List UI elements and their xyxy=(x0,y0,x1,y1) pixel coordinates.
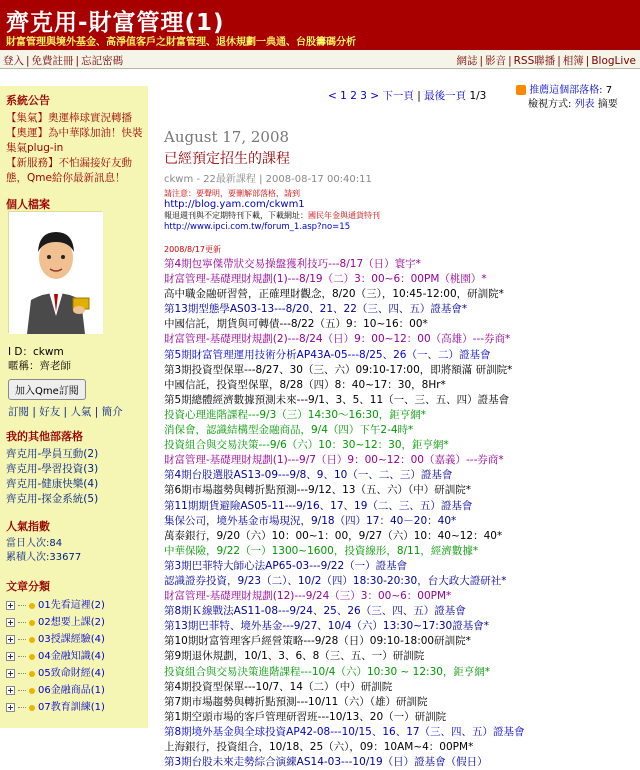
category-item[interactable] xyxy=(6,631,146,648)
album-link[interactable]: 相簿 xyxy=(562,55,584,67)
category-item[interactable] xyxy=(6,614,146,631)
notice-line xyxy=(164,189,634,199)
course-item[interactable]: 第10期財富管理客戶經營策略---9/28（日）09:10-18:00研訓院* xyxy=(164,635,471,648)
course-list xyxy=(164,257,634,770)
recommend-count: 7 xyxy=(605,85,613,96)
course-item[interactable]: 萬泰銀行，9/20（六）10：00~1：00，9/27（六）10：40~12：40* xyxy=(164,529,503,542)
stats-section xyxy=(6,518,146,565)
course-item[interactable]: 認識證券投資，9/23（二）、10/2（四）18:30-20:30，台大政大證研社* xyxy=(164,574,507,587)
blog-title[interactable]: 齊克用-財富管理(1) xyxy=(6,10,225,36)
other-blogs-section xyxy=(6,428,146,507)
course-item[interactable]: 高中職金融研習營，正確理財觀念，8/20（三），10:45-12:00，研訓院* xyxy=(164,288,504,301)
course-item[interactable]: 中華保險，9/22（一）1300~1600，投資線形，8/11，經濟數據* xyxy=(164,544,479,557)
view-summary-label[interactable]: 摘要 xyxy=(597,99,618,110)
profile-meta xyxy=(8,345,148,420)
post-date: August 17, 2008 xyxy=(164,128,290,146)
download-link[interactable]: 國民年金與通貨特刊 xyxy=(308,211,380,220)
view-list-link[interactable]: 列表 xyxy=(574,99,595,110)
expand-icon[interactable] xyxy=(6,669,15,678)
service-links: 網誌 | 影音 | RSS聯播 | 相簿 | BlogLive xyxy=(456,55,636,67)
course-item[interactable]: 上海銀行，投資組合，10/18、25（六），09：10AM~4：00PM* xyxy=(164,741,474,753)
expand-icon[interactable] xyxy=(6,635,15,644)
category-link[interactable]: 06金融商品(1) xyxy=(38,685,105,696)
post-body xyxy=(164,189,634,770)
other-blog-link[interactable]: 齊克用-學習投資(3) xyxy=(6,463,99,475)
notice-text: 請注意：要聲明，要刪解部落格，請到 xyxy=(164,189,300,198)
course-item[interactable]: 第6期市場趨勢與轉折點預測---9/12、13（五、六）（中）研訓院* xyxy=(164,484,471,497)
folder-icon xyxy=(29,603,35,609)
top-navbar xyxy=(0,50,640,69)
view-mode-label: 檢視方式: xyxy=(528,99,572,110)
subscribe-link[interactable]: 訂閱 xyxy=(8,406,29,418)
course-item[interactable]: 投資組合與交易決策---9/6（六）10：30~12：30，鉅亨網* xyxy=(164,439,449,452)
avatar-illustration xyxy=(9,212,103,334)
login-link[interactable]: 登入 xyxy=(3,55,24,67)
course-item[interactable]: 中國信託，期貨與可轉債---8/22（五）9：10~16：00* xyxy=(164,318,428,331)
notice-text: 報退週刊與不定期特刊下載，下載網址： xyxy=(164,211,308,220)
nick-label: 暱稱： xyxy=(8,360,40,372)
rss-link[interactable]: RSS聯播 xyxy=(513,55,556,67)
blog-url-link[interactable]: http://blog.yam.com/ckwm1 xyxy=(164,199,305,210)
qme-subscribe-button[interactable]: 加入Qme訂閱 xyxy=(8,379,86,400)
blog-header xyxy=(0,0,640,50)
course-item[interactable]: 第8期境外基金與全球投資AP42-08---10/15、16、17（三、四、五）證基會 xyxy=(164,725,525,738)
popularity-link[interactable]: 人氣 xyxy=(70,406,92,418)
expand-icon[interactable] xyxy=(6,618,15,627)
other-blog-link[interactable]: 齊克用-學員互動(2) xyxy=(6,448,99,460)
category-item[interactable] xyxy=(6,665,146,682)
last-page-link[interactable]: 最後一頁 xyxy=(424,90,467,102)
forum-url-link[interactable]: http://www.ipci.com.tw/forum_1.asp?no=15 xyxy=(164,222,351,232)
course-item[interactable]: 第5期總體經濟數據預測未來---9/1、3、5、11（一、三、五、四）證基會 xyxy=(164,393,510,406)
view-mode-line xyxy=(516,98,640,112)
course-item[interactable]: 第7期市場趨勢與轉折點預測---10/11（六）（雄）研訓院 xyxy=(164,695,428,708)
post-title[interactable]: 已經預定招生的課程 xyxy=(164,151,290,167)
friends-link[interactable]: 好友 xyxy=(39,406,61,418)
main-content xyxy=(148,70,640,769)
announcement-item[interactable]: 【集氣】奧運棒球實況轉播 xyxy=(6,112,132,124)
post-byline: ckwm - 22最新課程 | 2008-08-17 00:40:11 xyxy=(164,174,372,185)
blog-tools xyxy=(516,84,640,112)
other-blog-link[interactable]: 齊克用-探金系統(5) xyxy=(6,493,99,505)
course-item[interactable]: 中國信託，投資型保單，8/28（四）8：40~17：30，8Hr* xyxy=(164,378,446,391)
category-link[interactable]: 04金融知識(4) xyxy=(38,651,105,662)
daily-visits: 當日人次:84 xyxy=(6,538,63,549)
page-position: 1/3 xyxy=(469,90,487,102)
folder-icon xyxy=(29,637,35,643)
course-item[interactable]: 第13期巴菲特、境外基金---9/27、10/4（六）13:30~17:30證基會* xyxy=(164,620,489,633)
category-link[interactable]: 02想要上課(2) xyxy=(38,617,105,628)
folder-icon xyxy=(29,688,35,694)
profile-heading: 個人檔案 xyxy=(6,198,50,211)
next-page-link[interactable]: 下一頁 xyxy=(382,90,414,102)
course-item[interactable]: 第11期期貨避險AS05-11---9/16、17、19（二、三、五）證基會 xyxy=(164,499,473,512)
course-item[interactable]: 第4期包寧傑帶狀交易操盤獲利技巧---8/17（日）寰宇* xyxy=(164,258,421,270)
page-3-link[interactable]: 3 xyxy=(360,90,367,102)
category-link[interactable]: 01先看這裡(2) xyxy=(38,600,105,611)
course-item[interactable]: 財富管理-基礎理財規劃(1)---9/7（日）9：00~12：00（嘉義）---券商* xyxy=(164,454,504,467)
course-item[interactable]: 第4期投資型保單---10/7、14（二）（中）研訓院 xyxy=(164,680,393,693)
expand-icon[interactable] xyxy=(6,601,15,610)
course-item[interactable]: 第3期巴菲特大師心法AP65-03---9/22（一）證基會 xyxy=(164,559,408,572)
id-label: I D： xyxy=(8,346,34,358)
course-item[interactable]: 第5期財富管理運用技術分析AP43A-05---8/25、26（一、二）證基會 xyxy=(164,348,491,361)
announcement-heading: 系統公告 xyxy=(6,94,50,107)
folder-icon xyxy=(29,654,35,660)
expand-icon[interactable] xyxy=(6,703,15,712)
id-value: ckwm xyxy=(33,346,64,358)
category-link[interactable]: 05致命財經(4) xyxy=(38,668,105,679)
course-item[interactable]: 財富管理-基礎理財規劃(1)---8/19（二）3：00~6：00PM（桃園）* xyxy=(164,273,487,286)
folder-icon xyxy=(29,705,35,711)
nick-value: 齊老師 xyxy=(39,360,71,372)
course-item[interactable]: 投資組合與交易決策進階課程---10/4（六）10:30 ~ 12:30，鉅亨網* xyxy=(164,665,491,678)
bloglive-link[interactable]: BlogLive xyxy=(591,55,636,67)
profile-nick-line xyxy=(8,359,148,373)
announcement-section xyxy=(6,92,146,186)
forgot-password-link[interactable]: 忘記密碼 xyxy=(81,55,124,67)
total-visits: 累積人次:33677 xyxy=(6,552,82,563)
profile-links: 訂閱 | 好友 | 人氣 | 簡介 xyxy=(8,406,123,418)
course-item[interactable]: 消保會，認識結構型金融商品，9/4（四）下午2-4時* xyxy=(164,424,414,437)
course-item[interactable]: 第3期投資型保單---8/27、30（三、六）09:10-17:00，即將額滿 研訓院* xyxy=(164,363,513,376)
video-link[interactable]: 影音 xyxy=(485,55,507,67)
category-link[interactable]: 03授課經驗(4) xyxy=(38,634,105,645)
expand-icon[interactable] xyxy=(6,652,15,661)
expand-icon[interactable] xyxy=(6,686,15,695)
intro-link[interactable]: 簡介 xyxy=(101,406,123,418)
stats-heading: 人氣指數 xyxy=(6,520,50,533)
recommend-line xyxy=(516,84,640,98)
post-category-link[interactable]: 22最新課程 xyxy=(203,174,256,185)
update-date: 2008/8/17更新 xyxy=(164,245,222,254)
folder-icon xyxy=(29,620,35,626)
recommend-link[interactable]: 推薦這個部落格: xyxy=(529,85,603,96)
course-item[interactable]: 財富管理-基礎理財規劃(2)---8/24（日）9：00~12：00（高雄）---券商* xyxy=(164,333,511,346)
announcement-item[interactable]: 【新服務】不怕漏接好友動態，Qme給你最新訊息！ xyxy=(6,157,132,184)
category-item[interactable] xyxy=(6,597,146,614)
course-item[interactable]: 第8期Ｋ線戰法AS11-08---9/24、25、26（三、四、五）證基會 xyxy=(164,605,466,618)
page-1-link[interactable]: 1 xyxy=(340,90,347,102)
course-item[interactable]: 第9期退休規劃，10/1、3、6、8（三、五、一）研訓院 xyxy=(164,650,425,663)
category-item[interactable] xyxy=(6,699,146,716)
page-2-link[interactable]: 2 xyxy=(350,90,357,102)
course-item[interactable]: 第1期空頭市場的客戶管理研習班---10/13、20（一）研訓院 xyxy=(164,710,447,723)
prev-page-link[interactable]: < xyxy=(328,90,337,102)
post-timestamp: 2008-08-17 00:40:11 xyxy=(265,174,372,185)
register-link[interactable]: 免費註冊 xyxy=(31,55,74,67)
notice-line xyxy=(164,211,634,221)
course-item[interactable]: 第3期台股未來走勢綜合演練AS14-03---10/19（日）證基會（假日） xyxy=(164,756,488,769)
recommend-icon[interactable] xyxy=(516,85,526,95)
categories-section xyxy=(6,578,146,716)
blog-subtitle: 財富管理與境外基金、高淨值客戶之財富管理、退休規劃一典通、台股籌碼分析 xyxy=(6,37,356,48)
course-item[interactable]: 第13期型態學AS03-13---8/20、21、22（三、四、五）證基會* xyxy=(164,303,468,316)
category-item[interactable] xyxy=(6,682,146,699)
avatar[interactable] xyxy=(8,211,102,333)
account-links: 登入 | 免費註冊 | 忘記密碼 xyxy=(3,55,124,67)
course-item[interactable]: 第4期台股選股AS13-09---9/8、9、10（一、二、三）證基會 xyxy=(164,469,453,482)
course-item[interactable]: 集保公司，境外基金市場現況，9/18（四）17：40－20：40* xyxy=(164,514,457,527)
categories-heading: 文章分類 xyxy=(6,580,50,593)
blog-link[interactable]: 網誌 xyxy=(456,55,478,67)
course-item[interactable]: 投資心理進階課程---9/3（三）14:30～16:30，鉅亨網* xyxy=(164,408,427,421)
category-link[interactable]: 07教育訓練(1) xyxy=(38,702,105,713)
category-item[interactable] xyxy=(6,648,146,665)
course-item[interactable]: 財富管理-基礎理財規劃(12)---9/24（三）3：00~6：00PM* xyxy=(164,590,452,603)
author-link[interactable]: ckwm xyxy=(164,174,194,185)
profile-id-line xyxy=(8,345,148,359)
other-blog-link[interactable]: 齊克用-健康快樂(4) xyxy=(6,478,99,490)
pagination: < 1 2 3 > 下一頁 | 最後一頁 1/3 xyxy=(328,90,487,102)
announcement-item[interactable]: 【奧運】為中華隊加油！快裝集氣plug-in xyxy=(6,127,143,154)
other-blogs-heading: 我的其他部落格 xyxy=(6,430,83,443)
folder-icon xyxy=(29,671,35,677)
